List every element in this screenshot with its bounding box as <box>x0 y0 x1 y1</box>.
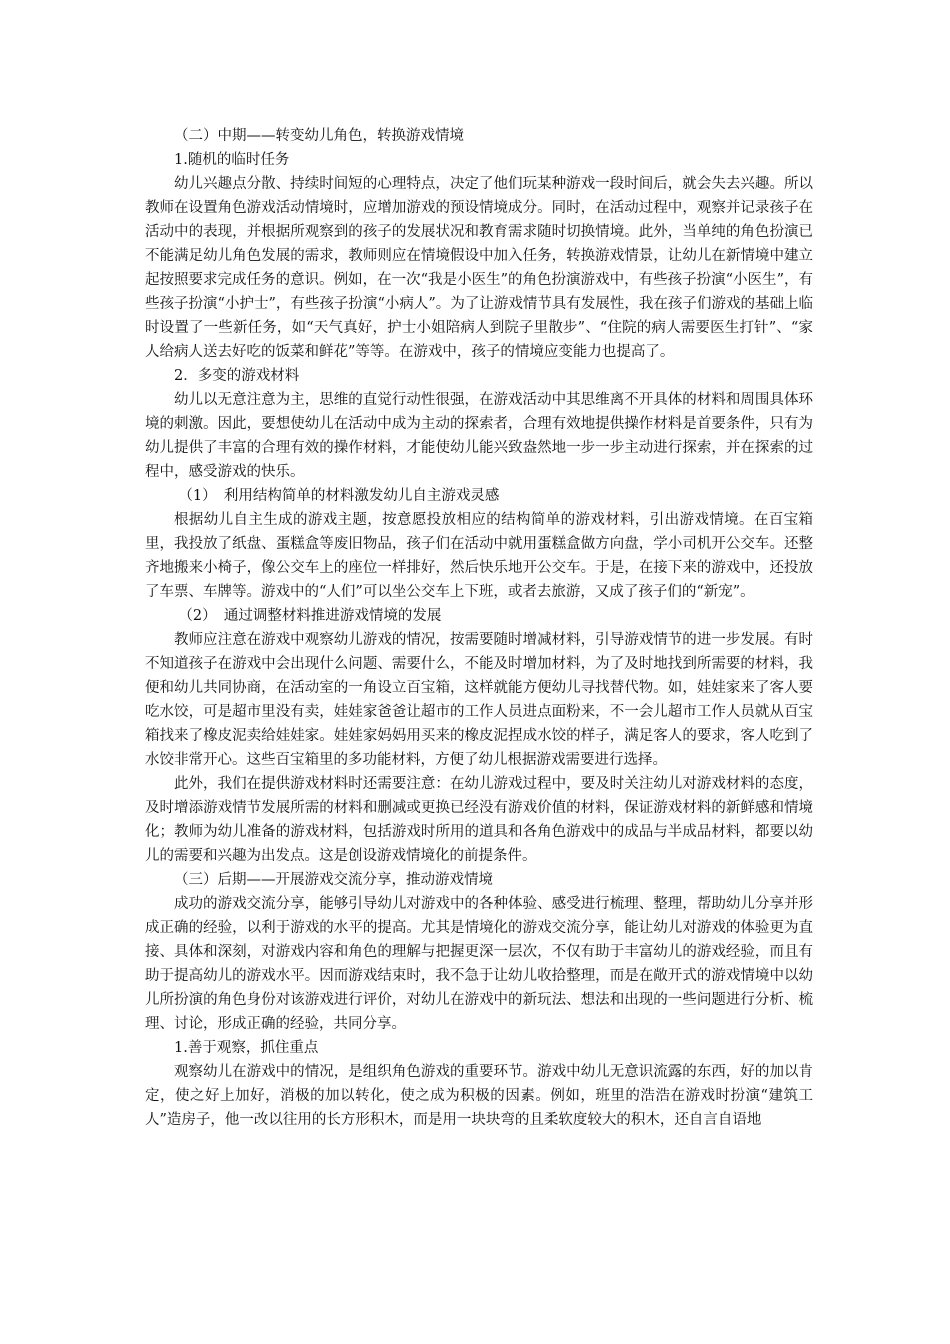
paragraph-adjust-materials: 教师应注意在游戏中观察幼儿游戏的情况，按需要随时增减材料，引导游戏情节的进一步发展。有时不知道孩子在游戏中会出现什么问题、需要什么，不能及时增加材料，为了及时地找到所需要的材料，我便和幼儿共同协商，在活动室的一角设立百宝箱，这样就能方便幼儿寻找替代物。如，娃娃家来了客人要吃水饺，可是超市里没有卖，娃娃家爸爸让超市的工作人员进点面粉来，不一会儿超市工作人员就从百宝箱找来了橡皮泥卖给娃娃家。娃娃家妈妈用买来的橡皮泥捏成水饺的样子，满足客人的要求，客人吃到了水饺非常开心。这些百宝箱里的多功能材料，方便了幼儿根据游戏需要进行选择。 <box>145 632 813 768</box>
section-heading-midterm: （二）中期——转变幼儿角色，转换游戏情境 <box>174 128 464 144</box>
paragraph-observation: 观察幼儿在游戏中的情况，是组织角色游戏的重要环节。游戏中幼儿无意识流露的东西，好的加以肯定，使之好上加好，消极的加以转化，使之成为积极的因素。例如，班里的浩浩在游戏时扮演“建筑工人”造房子，他一改以往用的长方形积木，而是用一块块弯的且柔软度较大的积木，还自言自语地 <box>145 1064 813 1128</box>
paragraph-sharing: 成功的游戏交流分享，能够引导幼儿对游戏中的各种体验、感受进行梳理、整理，帮助幼儿分享并形成正确的经验，以利于游戏的水平的提高。尤其是情境化的游戏交流分享，能让幼儿对游戏的体验更为直接、具体和深刻，对游戏内容和角色的理解与把握更深一层次，不仅有助于丰富幼儿的游戏经验，而且有助于提高幼儿的游戏水平。因而游戏结束时，我不急于让幼儿收拾整理，而是在敞开式的游戏情境中以幼儿所扮演的角色身份对该游戏进行评价，对幼儿在游戏中的新玩法、想法和出现的一些问题进行分析、梳理、讨论，形成正确的经验，共同分享。 <box>145 896 813 1032</box>
section-heading-late-stage: （三）后期——开展游戏交流分享，推动游戏情境 <box>174 872 493 888</box>
document-page <box>145 124 813 1132</box>
subsection-heading-random-tasks: 1.随机的临时任务 <box>174 152 290 168</box>
subsection-heading-varied-materials: 2．多变的游戏材料 <box>174 368 300 384</box>
paragraph-material-notes: 此外，我们在提供游戏材料时还需要注意：在幼儿游戏过程中，要及时关注幼儿对游戏材料的态度，及时增添游戏情节发展所需的材料和删减或更换已经没有游戏价值的材料，保证游戏材料的新鲜感和情境化；教师为幼儿准备的游戏材料，包括游戏时所用的道具和各角色游戏中的成品与半成品材料，都要以幼儿的需要和兴趣为出发点。这是创设游戏情境化的前提条件。 <box>145 776 813 864</box>
subsection-heading-observation: 1.善于观察，抓住重点 <box>174 1040 319 1056</box>
paragraph-random-tasks: 幼儿兴趣点分散、持续时间短的心理特点，决定了他们玩某种游戏一段时间后，就会失去兴趣。所以教师在设置角色游戏活动情境时，应增加游戏的预设情境成分。同时，在活动过程中，观察并记录孩子在活动中的表现，并根据所观察到的孩子的发展状况和教育需求随时切换情境。此外，当单纯的角色扮演已不能满足幼儿角色发展的需求，教师则应在情境假设中加入任务，转换游戏情景，让幼儿在新情境中建立起按照要求完成任务的意识。例如，在一次“我是小医生”的角色扮演游戏中，有些孩子扮演“小医生”，有些孩子扮演“小护士”，有些孩子扮演“小病人”。为了让游戏情节具有发展性，我在孩子们游戏的基础上临时设置了一些新任务，如“天气真好，护士小姐陪病人到院子里散步”、“住院的病人需要医生打针”、“家人给病人送去好吃的饭菜和鲜花”等等。在游戏中，孩子的情境应变能力也提高了。 <box>145 176 813 360</box>
paragraph-varied-materials: 幼儿以无意注意为主，思维的直觉行动性很强，在游戏活动中其思维离不开具体的材料和周围具体环境的刺激。因此，要想使幼儿在活动中成为主动的探索者，合理有效地提供操作材料是首要条件，只有为幼儿提供了丰富的合理有效的操作材料，才能使幼儿能兴致盎然地一步一步主动进行探索，并在探索的过程中，感受游戏的快乐。 <box>145 392 813 480</box>
item-heading-adjust-materials: （2） 通过调整材料推进游戏情境的发展 <box>178 608 442 624</box>
paragraph-simple-materials: 根据幼儿自主生成的游戏主题，按意愿投放相应的结构简单的游戏材料，引出游戏情境。在百宝箱里，我投放了纸盘、蛋糕盒等废旧物品，孩子们在活动中就用蛋糕盒做方向盘，学小司机开公交车。还整齐地搬来小椅子，像公交车上的座位一样排好，然后快乐地开公交车。于是，在接下来的游戏中，还投放了车票、车牌等。游戏中的“人们”可以坐公交车上下班，或者去旅游，又成了孩子们的“新宠”。 <box>145 512 813 600</box>
item-heading-simple-materials: （1） 利用结构简单的材料激发幼儿自主游戏灵感 <box>178 488 500 504</box>
